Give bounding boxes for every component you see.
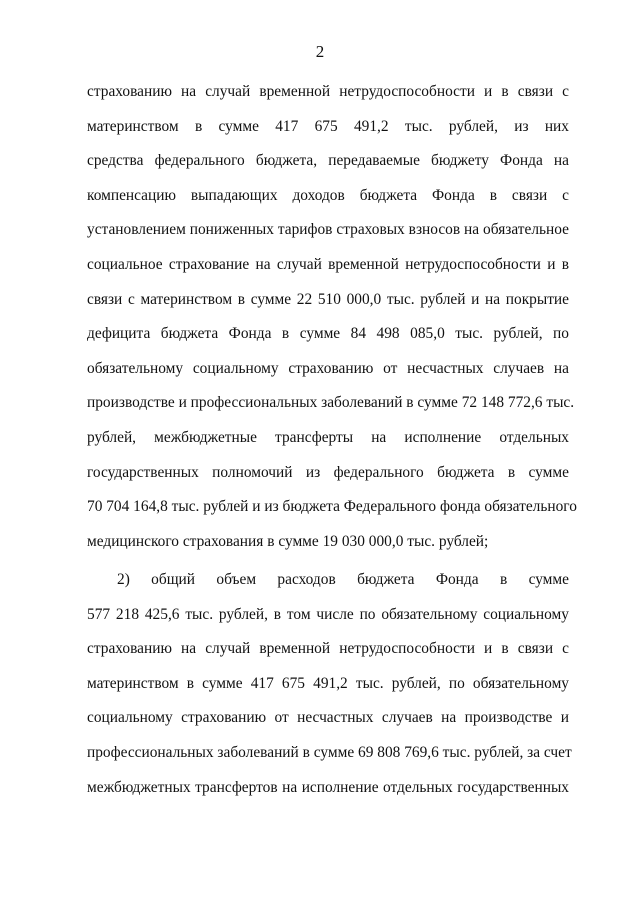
text-line: медицинского страхования в сумме 19 030 000,0 тыс. рублей; bbox=[87, 532, 489, 550]
text-line: производстве и профессиональных заболеваний в сумме 72 148 772,6 тыс. bbox=[87, 394, 575, 412]
text-line: связи с материнством в сумме 22 510 000,0 тыс. рублей и на покрытие bbox=[87, 290, 569, 308]
text-line: социальному страхованию от несчастных случаев на производстве и bbox=[87, 709, 569, 727]
text-line: социальное страхование на случай временной нетрудоспособности и в bbox=[87, 255, 569, 273]
text-line: межбюджетных трансфертов на исполнение отдельных государственных bbox=[87, 778, 569, 796]
text-line: государственных полномочий из федерального бюджета в сумме bbox=[87, 463, 569, 481]
text-line: профессиональных заболеваний в сумме 69 808 769,6 тыс. рублей, за счет bbox=[87, 743, 572, 761]
text-line: рублей, межбюджетные трансферты на исполнение отдельных bbox=[87, 428, 569, 446]
text-line: материнством в сумме 417 675 491,2 тыс. рублей, из них bbox=[87, 117, 569, 135]
text-line: 2) общий объем расходов бюджета Фонда в сумме bbox=[117, 571, 569, 588]
text-line: страхованию на случай временной нетрудоспособности и в связи с bbox=[87, 640, 569, 658]
text-line: установлением пониженных тарифов страховых взносов на обязательное bbox=[87, 221, 569, 239]
text-line: средства федерального бюджета, передаваемые бюджету Фонда на bbox=[87, 152, 569, 170]
text-line: обязательному социальному страхованию от несчастных случаев на bbox=[87, 359, 569, 377]
page-number: 2 bbox=[315, 42, 325, 61]
text-line: дефицита бюджета Фонда в сумме 84 498 085,0 тыс. рублей, по bbox=[87, 325, 569, 343]
text-line: компенсацию выпадающих доходов бюджета Фонда в связи с bbox=[87, 186, 569, 204]
text-line: 70 704 164,8 тыс. рублей и из бюджета Федерального фонда обязательного bbox=[87, 498, 577, 516]
text-line: 577 218 425,6 тыс. рублей, в том числе по обязательному социальному bbox=[87, 605, 569, 623]
text-line: материнством в сумме 417 675 491,2 тыс. рублей, по обязательному bbox=[87, 674, 569, 692]
text-line: страхованию на случай временной нетрудоспособности и в связи с bbox=[87, 83, 569, 100]
paragraph-expenses bbox=[87, 563, 572, 805]
paragraph-income-continuation bbox=[87, 75, 577, 559]
